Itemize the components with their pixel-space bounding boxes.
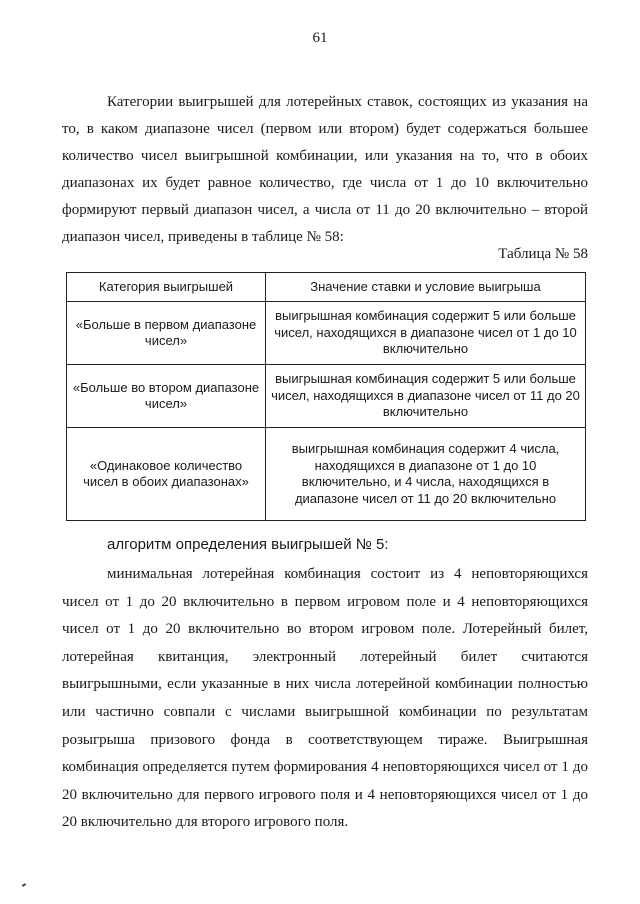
winning-categories-table [66, 272, 586, 521]
intro-paragraph: Категории выигрышей для лотерейных ставок, состоящих из указания на то, в каком диапазоне чисел (первом или втором) будет содержаться большее количество чисел выигрышной комбинации, или указания на то, что в обоих диапазонах их будет равное количество, где числа от 1 до 10 включительно формируют первый диапазон чисел, а числа от 11 до 20 включительно – второй диапазон чисел, приведены в таблице № 58: [62, 94, 588, 245]
scan-speck [22, 883, 26, 887]
table-row [67, 302, 586, 365]
table-caption: Таблица № 58 [498, 246, 588, 262]
table-row [67, 428, 586, 521]
algorithm-paragraph: минимальная лотерейная комбинация состоит из 4 неповторяющихся чисел от 1 до 20 включительно в первом игровом поле и 4 неповторяющихся чисел от 1 до 20 включительно во втором игровом поле. Лотерейный билет, лотерейная квитанция, электронный лотерейный билет считаются выигрышными, если указанные в них числа лотерейной комбинации полностью или частично совпали с числами выигрышной комбинации по результатам розыгрыша призового фонда в соответствующем тираже. Выигрышная комбинация определяется путем формирования 4 неповторяющихся чисел от 1 до 20 включительно для первого игрового поля и 4 неповторяющихся чисел от 1 до 20 включительно для второго игрового поля. [62, 566, 588, 831]
table-header-row [67, 273, 586, 302]
condition-cell: выигрышная комбинация содержит 5 или больше чисел, находящихся в диапазоне чисел от 11 до 20 включительно [266, 365, 586, 428]
header-category: Категория выигрышей [67, 273, 266, 302]
category-cell: «Больше в первом диапазоне чисел» [67, 302, 266, 365]
table-row [67, 365, 586, 428]
page-number: 61 [312, 30, 328, 46]
condition-cell: выигрышная комбинация содержит 4 числа, находящихся в диапазоне от 1 до 10 включительно, и 4 числа, находящихся в диапазоне чисел от 11 до 20 включительно [266, 428, 586, 521]
algorithm-heading: алгоритм определения выигрышей № 5: [107, 536, 389, 553]
category-cell: «Больше во втором диапазоне чисел» [67, 365, 266, 428]
header-condition: Значение ставки и условие выигрыша [266, 273, 586, 302]
category-cell: «Одинаковое количество чисел в обоих диапазонах» [67, 428, 266, 521]
condition-cell: выигрышная комбинация содержит 5 или больше чисел, находящихся в диапазоне чисел от 1 до 10 включительно [266, 302, 586, 365]
